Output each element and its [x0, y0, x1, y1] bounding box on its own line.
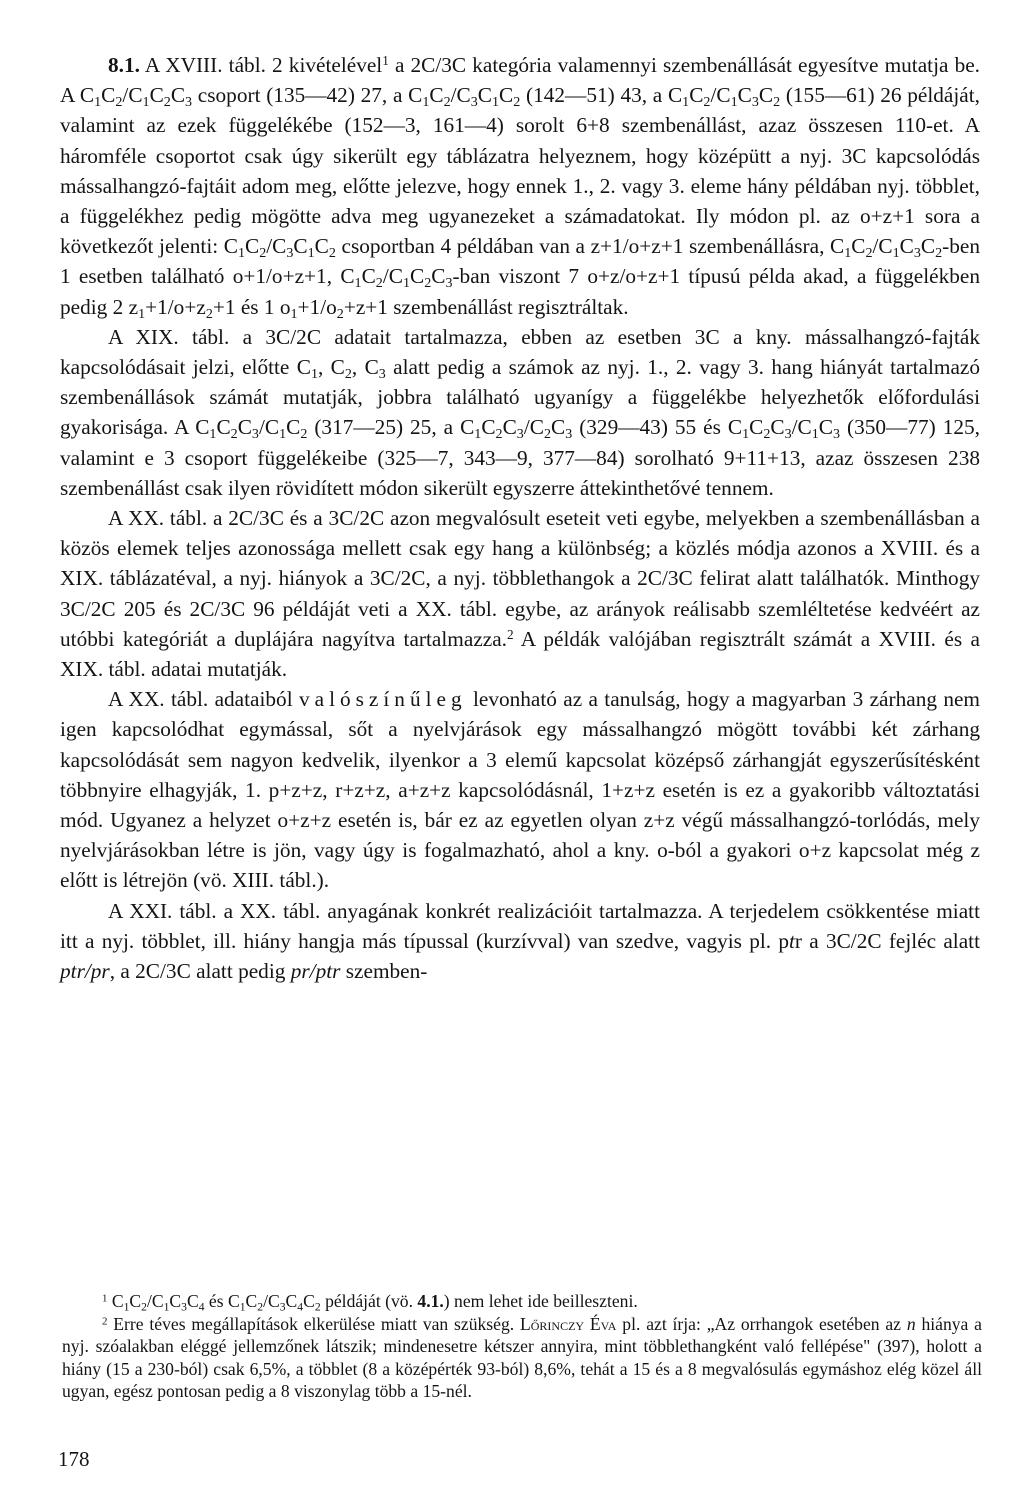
text-run: +1/o+z	[145, 294, 206, 319]
paragraph-5	[60, 896, 980, 987]
text-run: r a 3C/2C fejléc alatt	[794, 928, 981, 953]
author-name: Lőrinczy Éva	[520, 1313, 617, 1334]
text-run: A példák valójában regisztrált számát a XVIII. és a XIX. tábl. adatai mutatják.	[60, 626, 980, 682]
paragraph-2: A XIX. tábl. a 3C/2C adatait tartalmazza, ebben az esetben 3C a kny. mássalhangzó-fajták kapcsolódásait jelzi, előtte $C_1$, $C_2$, $C_3$ alatt pedig a számok az nyj. 1., 2. vagy 3. hang hiányát tartalmazó szembenállások számát mutatják, jobbra található ugyanígy a függelékbe helyezhetők előfordulási gyakorisága. A $C_1C_2C_3/C_1C_2$ (317—25) 25, a $C_1C_2C_3/C_2C_3$ (329—43) 55 és $C_1C_2C_3/C_1C_3$ (350—77) 125, valamint e 3 csoport függelékeibe (325—7, 343—9, 377—84) sorolható 9+11+13, azaz összesen 238 szembenállást csak ilyen rövidített módon sikerült egyszerre áttekinthetővé tennem.	[60, 324, 980, 500]
page-body	[60, 50, 980, 986]
text-run: Erre téves megállapítások elkerülése miatt van szükség.	[107, 1313, 520, 1334]
footnote-ref-1: 1	[382, 52, 389, 68]
text-run: (142—51) 43, a	[520, 83, 668, 108]
footnote-1: $^1$ $C_1C_2/C_1C_3C_4$ és $C_1C_2/C_3C_4C_2$ példáját (vö. 4.1.) nem lehet ide beilleszteni.	[102, 1291, 638, 1314]
text-run: csoport (135—42) 27, a	[192, 83, 409, 108]
text-run: szemben-	[340, 959, 428, 984]
text-run: A XXI. tábl. a XX. tábl. anyagának konkrét realizációit tartalmazza. A terjedelem csökkentése miatt itt a nyj. többlet, ill. hiány hangja más típussal (kurzívval) van szedve, vagyis pl. p	[60, 898, 980, 953]
footnote-ref-2: 2	[507, 626, 514, 642]
text-run: -ban viszont 7 o+z/o+z+1 típusú példa akad, a függelékben pedig 2 z	[60, 264, 981, 319]
text-run: A XIX. tábl. a 3C/2C adatait tartalmazza, ebben az esetben 3C a kny. mássalhangzó-fajták kapcsolódásait jelzi, előtte C	[60, 324, 980, 380]
text-run: ) nem lehet ide beilleszteni.	[443, 1291, 638, 1311]
text-run: -ben 1 esetben található o+1/o+z+1,	[60, 234, 980, 289]
section-lead: A XVIII. tábl. 2 kivételével	[144, 53, 383, 77]
footnote-cross-ref: 4.1.	[417, 1291, 444, 1311]
text-run: +1/o	[297, 294, 337, 319]
text-run: (329—43) 55 és	[572, 415, 728, 440]
page-number: 178	[58, 1447, 90, 1471]
text-run: a 2C/3C kategória valamennyi szembenállását egyesítve mutatja be. A	[60, 53, 980, 108]
text-run: A XX. tábl. a 2C/3C és a 3C/2C azon megvalósult eseteit veti egybe, melyekben a szembenállásban a közös elemek teljes azonossága mellett csak egy hang a különbség; a közlés módja azonos a XVIII. és a XIX. táblázatéval, a nyj. hiányok a 3C/2C, a nyj. többlethangok a 2C/3C felirat alatt találhatók. Minthogy 3C/2C 205 és 2C/3C 96 példáját veti a XX. tábl. egybe, az arányok reálisabb szemléltetése kedvéért az utóbbi kategóriát a duplájára nagyítva tartalmazza.	[60, 506, 980, 651]
paragraph-3	[60, 503, 980, 684]
text-run: (155—61) 26 példáját, valamint az ezek függelékébe (152—3, 161—4) sorolt 6+8 szembenállást, azaz összesen 110-et. A háromféle csoportot csak úgy sikerült egy táblázatra helyeznem, hogy középütt a nyj. 3C kapcsolódás mássalhangzó-fajtáit adom meg, előtte jelezve, hogy ennek 1., 2. vagy 3. eleme hány példában nyj. többlet, a függelékhez pedig mögötte adva meg ugyanezeket a számadatokat. Ily módon pl. az o+z+1 sora a következőt jelenti:	[60, 83, 980, 259]
text-run: (317—25) 25, a	[307, 415, 461, 440]
text-run: , C	[351, 355, 379, 380]
text-run: , C	[317, 355, 345, 380]
text-run: pl. azt írja: „Az orrhangok esetében az	[616, 1313, 907, 1334]
footnote-number: 1	[102, 1292, 108, 1305]
text-run: hiánya a nyj. szóalakban eléggé jellemzőnek látszik; mindenesetre kétszer annyira, mint többlethangként való fellépése" (397), holott a hiány (15 a 230-ból) csak 6,5%, a többlet (8 a középérték 93-ból) 8,6%, tehát a 15 és a 8 megvalósulás egymáshoz elég közel áll ugyan, egész pontosan pedig a 8 viszonylag több a 15-nél.	[62, 1313, 982, 1401]
text-run: alatt pedig a számok az nyj. 1., 2. vagy 3. hang hiányát tartalmazó szembenállások számát mutatják, jobbra található ugyanígy a függelékbe helyezhetők előfordulási gyakorisága. A	[60, 355, 980, 440]
italic-ptr-pr: ptr/pr	[60, 959, 110, 984]
text-run: A XX. tábl. adataiból	[108, 687, 299, 712]
footnotes	[62, 1290, 982, 1403]
main-text	[60, 50, 980, 986]
text-run: +1 és 1 o	[212, 294, 291, 319]
text-run: és	[204, 1291, 228, 1311]
text-run: , a 2C/3C alatt pedig	[109, 959, 291, 984]
footnote-2	[62, 1313, 982, 1403]
italic-t: t	[788, 928, 795, 953]
paragraph-4	[60, 684, 980, 895]
text-run: (350—77) 125, valamint e 3 csoport függelékeibe (325—7, 343—9, 377—84) sorolható 9+11+13, azaz összesen 238 szembenállást csak ilyen rövidített módon sikerült egyszerre áttekinthetővé tennem.	[60, 415, 980, 500]
section-number: 8.1.	[108, 53, 140, 77]
italic-n: n	[906, 1313, 916, 1334]
text-run: csoportban 4 példában van a z+1/o+z+1 szembenállásra,	[335, 234, 830, 259]
text-run: példáját (vö.	[320, 1291, 418, 1311]
italic-pr-ptr: pr/ptr	[290, 959, 341, 984]
paragraph-1: 8.1. A XVIII. tábl. 2 kivételével$^1$ a 2C/3C kategória valamennyi szembenállását egyesítve mutatja be. A $C_1C_2/C_1C_2C_3$ csoport (135—42) 27, a $C_1C_2/C_3C_1C_2$ (142—51) 43, a $C_1C_2/C_1C_3C_2$ (155—61) 26 példáját, valamint az ezek függelékébe (152—3, 161—4) sorolt 6+8 szembenállást, azaz összesen 110-et. A háromféle csoportot csak úgy sikerült egy táblázatra helyeznem, hogy középütt a nyj. 3C kapcsolódás mássalhangzó-fajtáit adom meg, előtte jelezve, hogy ennek 1., 2. vagy 3. eleme hány példában nyj. többlet, a függelékhez pedig mögötte adva meg ugyanezeket a számadatokat. Ily módon pl. az o+z+1 sora a következőt jelenti: $C_1C_2/C_3C_1C_2$ csoportban 4 példában van a z+1/o+z+1 szembenállásra, $C_1C_2/C_1C_3C_2$-ben 1 esetben található o+1/o+z+1, $C_1C_2/C_1C_2C_3$-ban viszont 7 o+z/o+z+1 típusú példa akad, a függelékben pedig 2 $z_1+1/o+z_2+1$ és 1 $o_1+1/o_2+z+1$ szembenállást regisztráltak.	[60, 52, 981, 322]
text-run: +z+1 szembenállást regisztráltak.	[343, 294, 629, 319]
text-run: levonható az a tanulság, hogy a magyarban 3 zárhang nem igen kapcsolódhat egymással, sőt a nyelvjárások egy mássalhangzó mögött további két zárhang kapcsolódását sem nagyon kedvelik, ilyenkor a 3 elemű kapcsolat középső zárhangját egyszerűsítésként többnyire elhagyják, 1. p+z+z, r+z+z, a+z+z kapcsolódásnál, 1+z+z esetén is ez a gyakoribb változtatási mód. Ugyanez a helyzet o+z+z esetén is, bár ez az egyetlen olyan z+z végű mássalhangzó-torlódás, mely nyelvjárásokban létre is jön, vagy úgy is fogalmazható, ahol a kny. o-ból a gyakori o+z kapcsolat még z előtt is létrejön (vö. XIII. tábl.).	[60, 687, 980, 893]
emphasis-spaced: valószínűleg	[298, 687, 467, 712]
footnote-number: 2	[102, 1315, 108, 1328]
